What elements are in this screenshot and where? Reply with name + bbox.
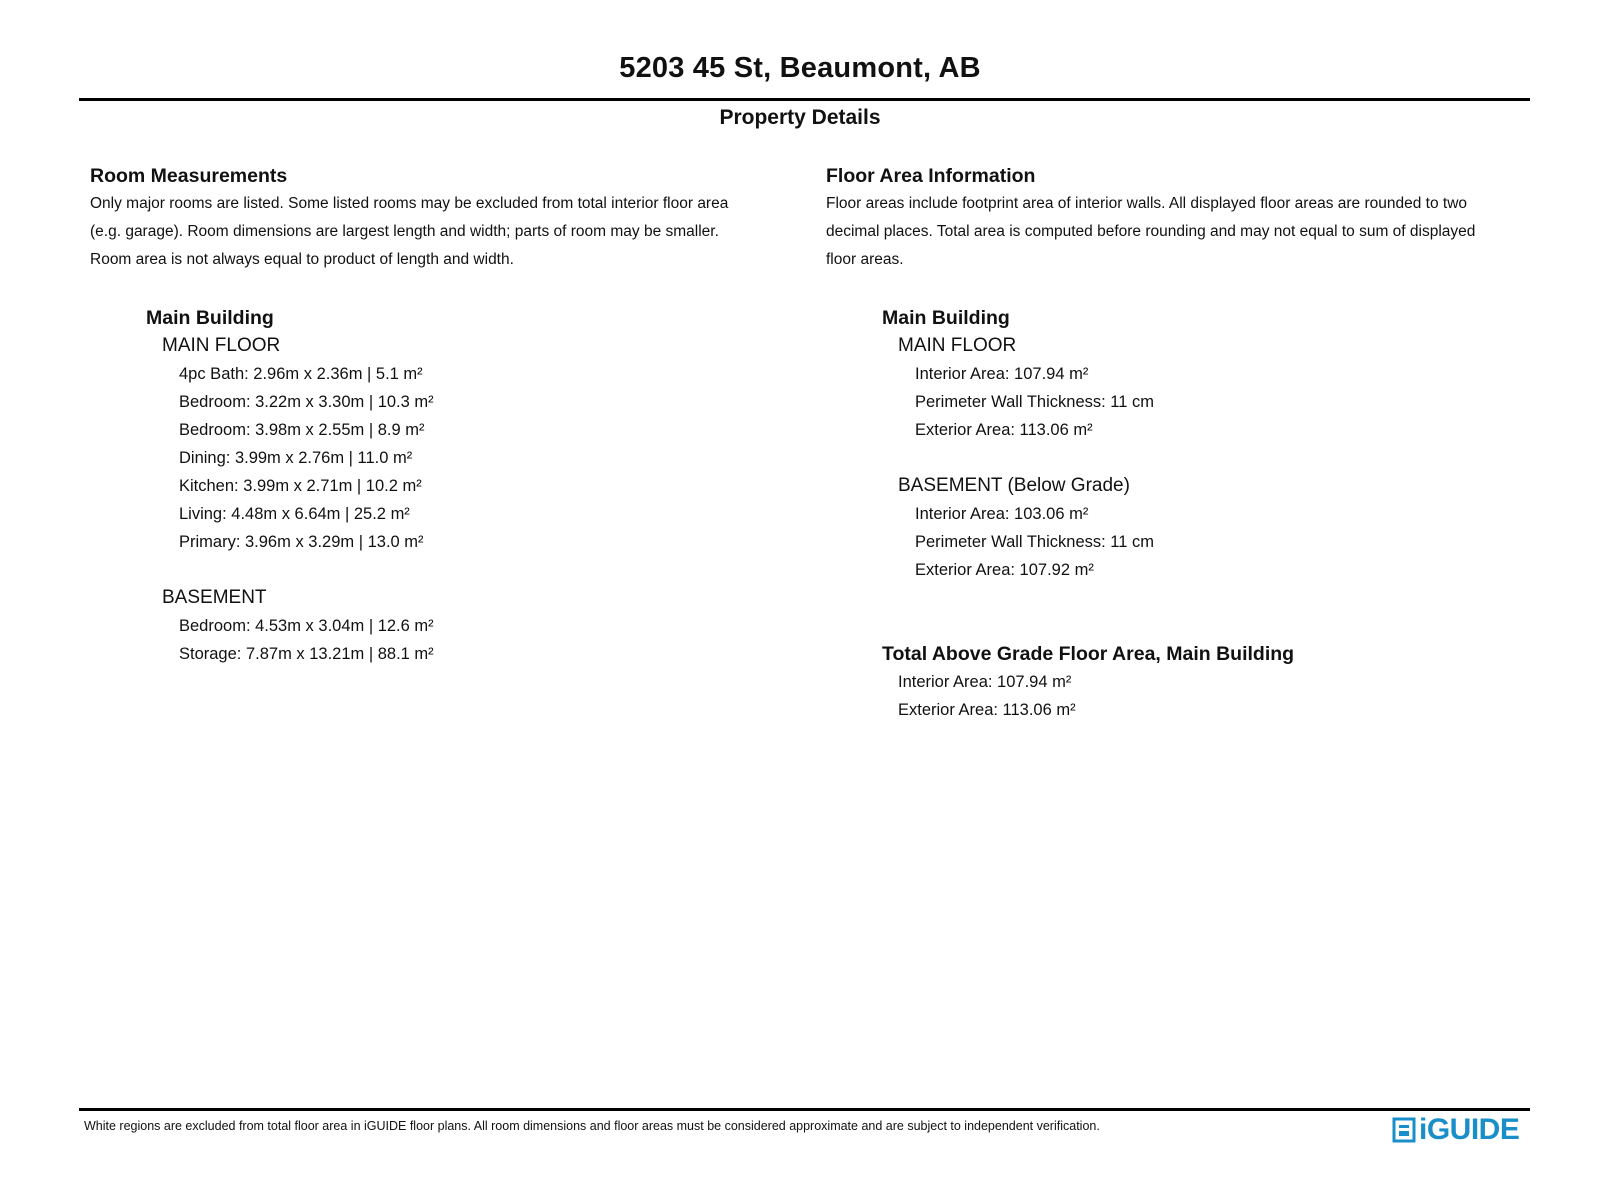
total-area-heading: Total Above Grade Floor Area, Main Building	[882, 643, 1295, 665]
logo-text: iGUIDE	[1419, 1113, 1520, 1146]
note-line: Floor areas include footprint area of interior walls. All displayed floor areas are rounded to two	[826, 195, 1468, 212]
building-heading: Main Building	[882, 307, 1010, 329]
room-measurements-note	[90, 190, 790, 274]
floor-heading-main: MAIN FLOOR	[898, 335, 1017, 356]
floor-heading-main: MAIN FLOOR	[162, 335, 281, 356]
header-divider	[79, 98, 1530, 101]
footer-disclaimer: White regions are excluded from total floor area in iGUIDE floor plans. All room dimensions and floor areas must be considered approximate and are subject to independent verification.	[84, 1119, 1100, 1133]
area-item: Interior Area: 103.06 m²	[915, 505, 1089, 523]
total-area-item: Exterior Area: 113.06 m²	[898, 701, 1076, 719]
room-item: Bedroom: 3.22m x 3.30m | 10.3 m²	[179, 393, 434, 411]
room-item: Bedroom: 3.98m x 2.55m | 8.9 m²	[179, 421, 425, 439]
room-measurements-section	[90, 162, 790, 668]
building-heading: Main Building	[146, 307, 274, 329]
area-item: Perimeter Wall Thickness: 11 cm	[915, 393, 1155, 411]
area-item: Interior Area: 107.94 m²	[915, 365, 1089, 383]
room-item: Kitchen: 3.99m x 2.71m | 10.2 m²	[179, 477, 422, 495]
room-measurements-heading: Room Measurements	[90, 165, 288, 187]
note-line: floor areas.	[826, 251, 904, 268]
room-item: Primary: 3.96m x 3.29m | 13.0 m²	[179, 533, 424, 551]
area-item: Exterior Area: 107.92 m²	[915, 561, 1094, 579]
room-item: Storage: 7.87m x 13.21m | 88.1 m²	[179, 645, 434, 663]
total-area-item: Interior Area: 107.94 m²	[898, 673, 1072, 691]
area-item: Perimeter Wall Thickness: 11 cm	[915, 533, 1155, 551]
floor-area-note	[826, 190, 1546, 274]
room-item: Living: 4.48m x 6.64m | 25.2 m²	[179, 505, 410, 523]
iguide-logo	[1392, 1114, 1519, 1146]
floor-area-section	[826, 162, 1546, 724]
floor-area-heading: Floor Area Information	[826, 165, 1036, 187]
iguide-mark-icon	[1392, 1117, 1419, 1143]
floor-heading-basement: BASEMENT (Below Grade)	[898, 475, 1130, 496]
room-item: Bedroom: 4.53m x 3.04m | 12.6 m²	[179, 617, 434, 635]
note-line: decimal places. Total area is computed before rounding and may not equal to sum of displayed	[826, 223, 1476, 240]
page-subtitle: Property Details	[719, 106, 881, 129]
note-line: (e.g. garage). Room dimensions are largest length and width; parts of room may be smaller.	[90, 223, 719, 240]
room-item: Dining: 3.99m x 2.76m | 11.0 m²	[179, 449, 413, 467]
note-line: Room area is not always equal to product of length and width.	[90, 251, 514, 268]
note-line: Only major rooms are listed. Some listed rooms may be excluded from total interior floor area	[90, 195, 729, 212]
room-item: 4pc Bath: 2.96m x 2.36m | 5.1 m²	[179, 365, 423, 383]
floor-heading-basement: BASEMENT	[162, 587, 267, 608]
footer-divider	[79, 1108, 1530, 1111]
page-title: 5203 45 St, Beaumont, AB	[619, 52, 981, 84]
area-item: Exterior Area: 113.06 m²	[915, 421, 1093, 439]
